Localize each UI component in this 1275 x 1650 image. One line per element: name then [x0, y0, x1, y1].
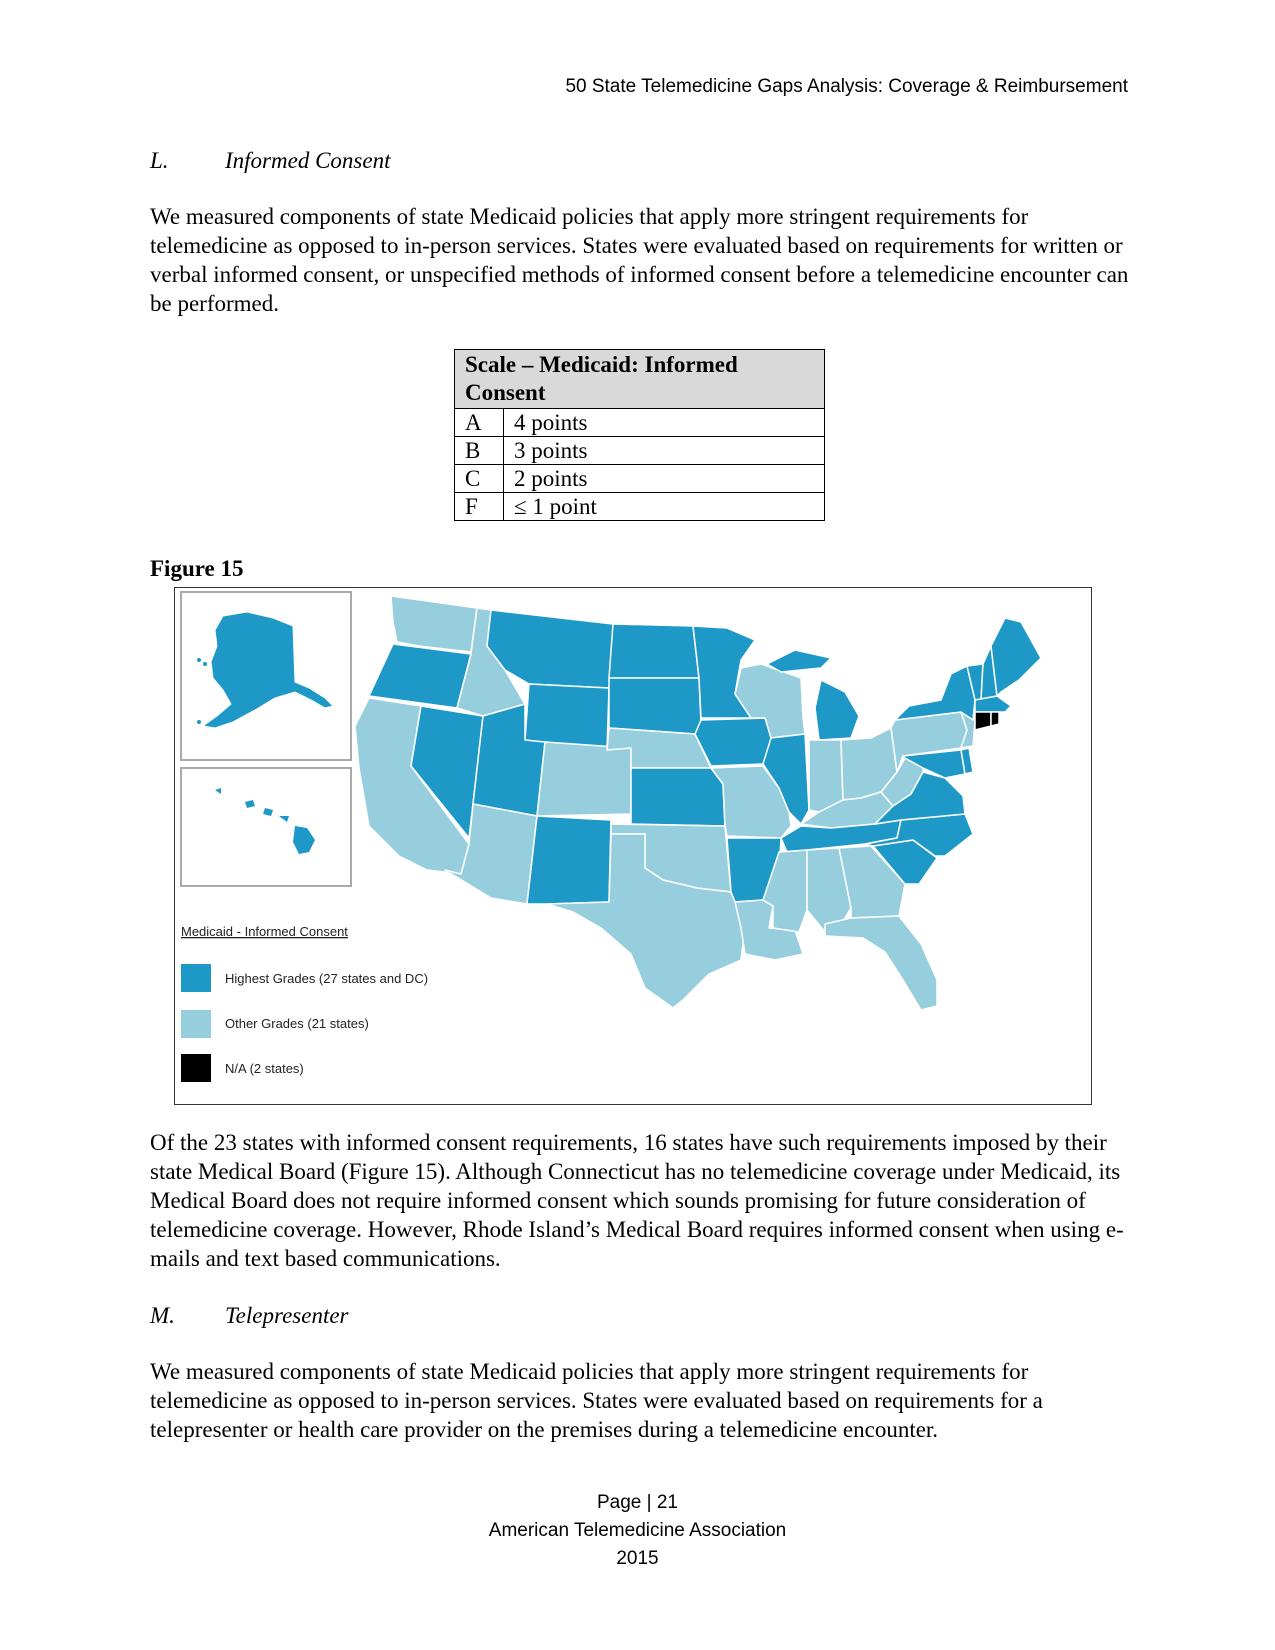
scale-table — [454, 349, 825, 521]
footer-organization: American Telemedicine Association — [488, 1520, 787, 1541]
section-m-heading — [150, 1303, 349, 1329]
state-florida — [825, 916, 937, 1010]
state-connecticut — [975, 712, 991, 730]
legend-title: Medicaid - Informed Consent — [181, 924, 348, 939]
state-colorado — [537, 742, 631, 816]
legend-swatch-highest — [181, 964, 211, 992]
legend-swatch-na — [181, 1054, 211, 1082]
points-cell: ≤ 1 point — [504, 493, 825, 521]
table-row — [455, 437, 825, 465]
legend-label-na: N/A (2 states) — [225, 1061, 304, 1076]
running-header: 50 State Telemedicine Gaps Analysis: Coverage & Reimbursement — [565, 76, 1128, 97]
section-l-number: L. — [150, 148, 169, 173]
table-row — [455, 493, 825, 521]
section-m-body: We measured components of state Medicaid policies that apply more stringent requirements for telemedicine as opposed to in-person services. States were evaluated based on requirements for a telepresenter or health care provider on the premises during a telemedicine encounter. — [150, 1359, 1043, 1442]
state-north-dakota — [609, 624, 699, 678]
points-cell: 4 points — [504, 409, 825, 437]
section-l-title: Informed Consent — [225, 148, 391, 173]
section-l-heading — [150, 148, 390, 174]
hawaii-inset-frame — [181, 768, 351, 886]
state-kansas — [631, 768, 725, 826]
points-cell: 3 points — [504, 437, 825, 465]
legend-label-other: Other Grades (21 states) — [225, 1016, 369, 1031]
section-l-body: We measured components of state Medicaid policies that apply more stringent requirements for telemedicine as opposed to in-person services. States were evaluated based on requirements for written or verbal informed consent, or unspecified methods of informed consent before a telemedicine encounter can be performed. — [150, 204, 1129, 316]
state-massachusetts — [975, 696, 1011, 712]
state-rhode-island — [991, 712, 999, 726]
state-iowa — [695, 718, 773, 766]
state-south-dakota — [609, 678, 701, 734]
grade-cell: F — [455, 493, 504, 521]
grade-cell: C — [455, 465, 504, 493]
state-maine — [991, 618, 1041, 696]
table-row — [455, 409, 825, 437]
us-map-figure — [174, 587, 1092, 1105]
state-new-york — [895, 666, 975, 720]
figure-label: Figure 15 — [150, 556, 244, 581]
section-m-title: Telepresenter — [225, 1303, 349, 1328]
state-oregon — [369, 644, 471, 708]
footer-year: 2015 — [616, 1548, 659, 1569]
legend-label-highest: Highest Grades (27 states and DC) — [225, 971, 429, 986]
state-indiana — [809, 740, 843, 812]
table-row — [455, 465, 825, 493]
state-new-mexico — [527, 816, 611, 904]
legend-swatch-other — [181, 1010, 211, 1038]
state-wyoming — [525, 684, 609, 750]
grade-cell: B — [455, 437, 504, 465]
grade-cell: A — [455, 409, 504, 437]
us-map-svg — [175, 588, 1091, 1104]
points-cell: 2 points — [504, 465, 825, 493]
state-washington — [391, 596, 477, 652]
paragraph-2: Of the 23 states with informed consent requirements, 16 states have such requirements imposed by their state Medical Board (Figure 15). Although Connecticut has no telemedicine coverage under Medicaid, its Medical Board does not require informed consent which sounds promising for future consideration of telemedicine coverage. However, Rhode Island’s Medical Board requires informed consent when using e-mails and text based communications. — [150, 1130, 1124, 1271]
scale-table-title: Scale – Medicaid: Informed Consent — [455, 350, 825, 409]
footer-page-number: Page | 21 — [596, 1492, 678, 1513]
section-m-number: M. — [150, 1303, 175, 1328]
